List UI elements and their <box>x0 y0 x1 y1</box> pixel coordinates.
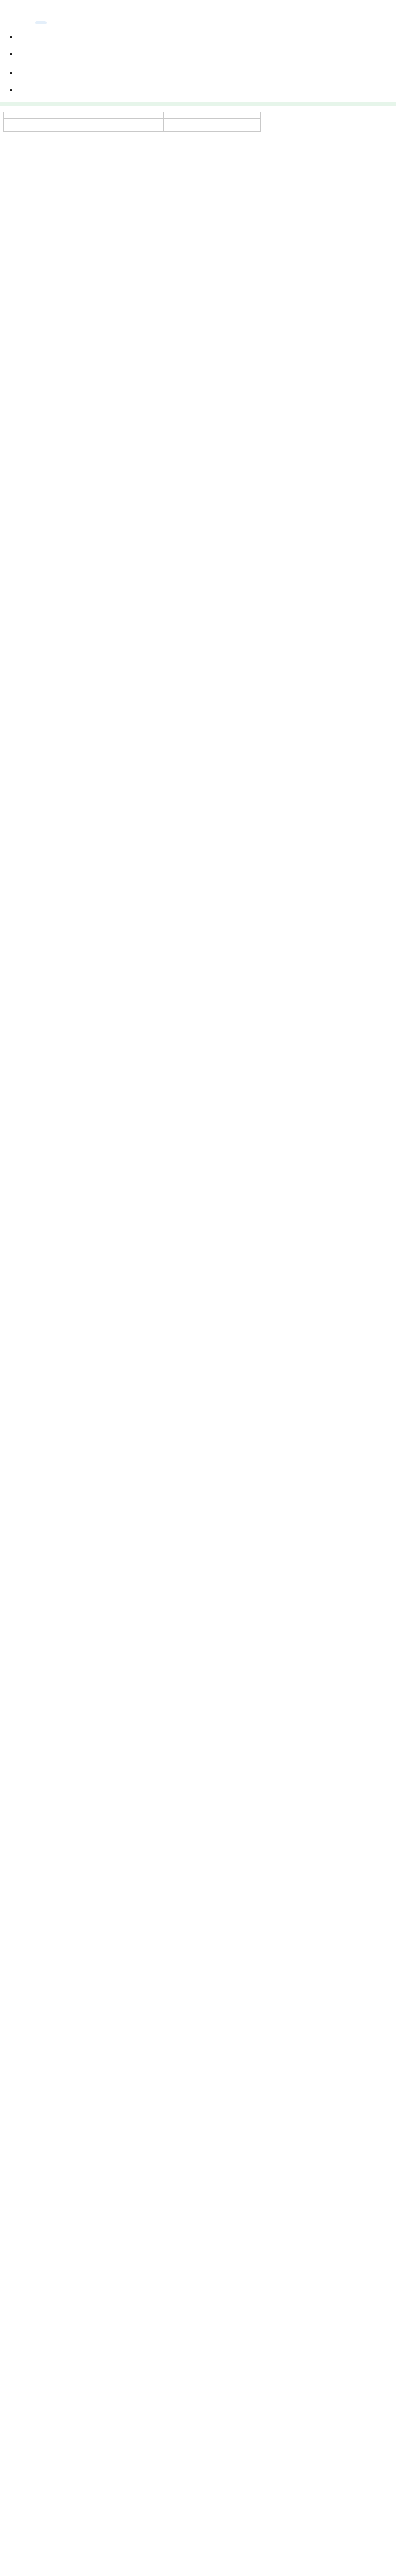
table-row <box>4 125 261 132</box>
prev-exercise-link[interactable] <box>12 22 19 24</box>
site-header[interactable] <box>0 0 396 13</box>
table-cell <box>66 125 164 132</box>
exercise-header <box>3 21 393 24</box>
table-header-row <box>4 112 261 119</box>
endings-list <box>3 30 393 61</box>
table-cell <box>164 119 261 125</box>
content <box>0 21 396 132</box>
table-header-cell <box>66 112 164 119</box>
table-cell <box>4 125 66 132</box>
suffix-table <box>3 112 261 132</box>
list-item <box>19 47 393 61</box>
list-item <box>19 83 393 97</box>
highlight-paragraph <box>0 102 396 106</box>
table-row <box>4 119 261 125</box>
table-cell <box>66 119 164 125</box>
exercise-nav <box>12 21 47 24</box>
list-item <box>19 30 393 44</box>
list-item <box>19 66 393 80</box>
table-header-cell <box>164 112 261 119</box>
next-exercise-link[interactable] <box>23 22 30 24</box>
infinitive-list <box>3 66 393 97</box>
table-header-cell <box>4 112 66 119</box>
all-exercises-button[interactable] <box>35 21 47 24</box>
table-cell <box>4 119 66 125</box>
table-cell <box>164 125 261 132</box>
